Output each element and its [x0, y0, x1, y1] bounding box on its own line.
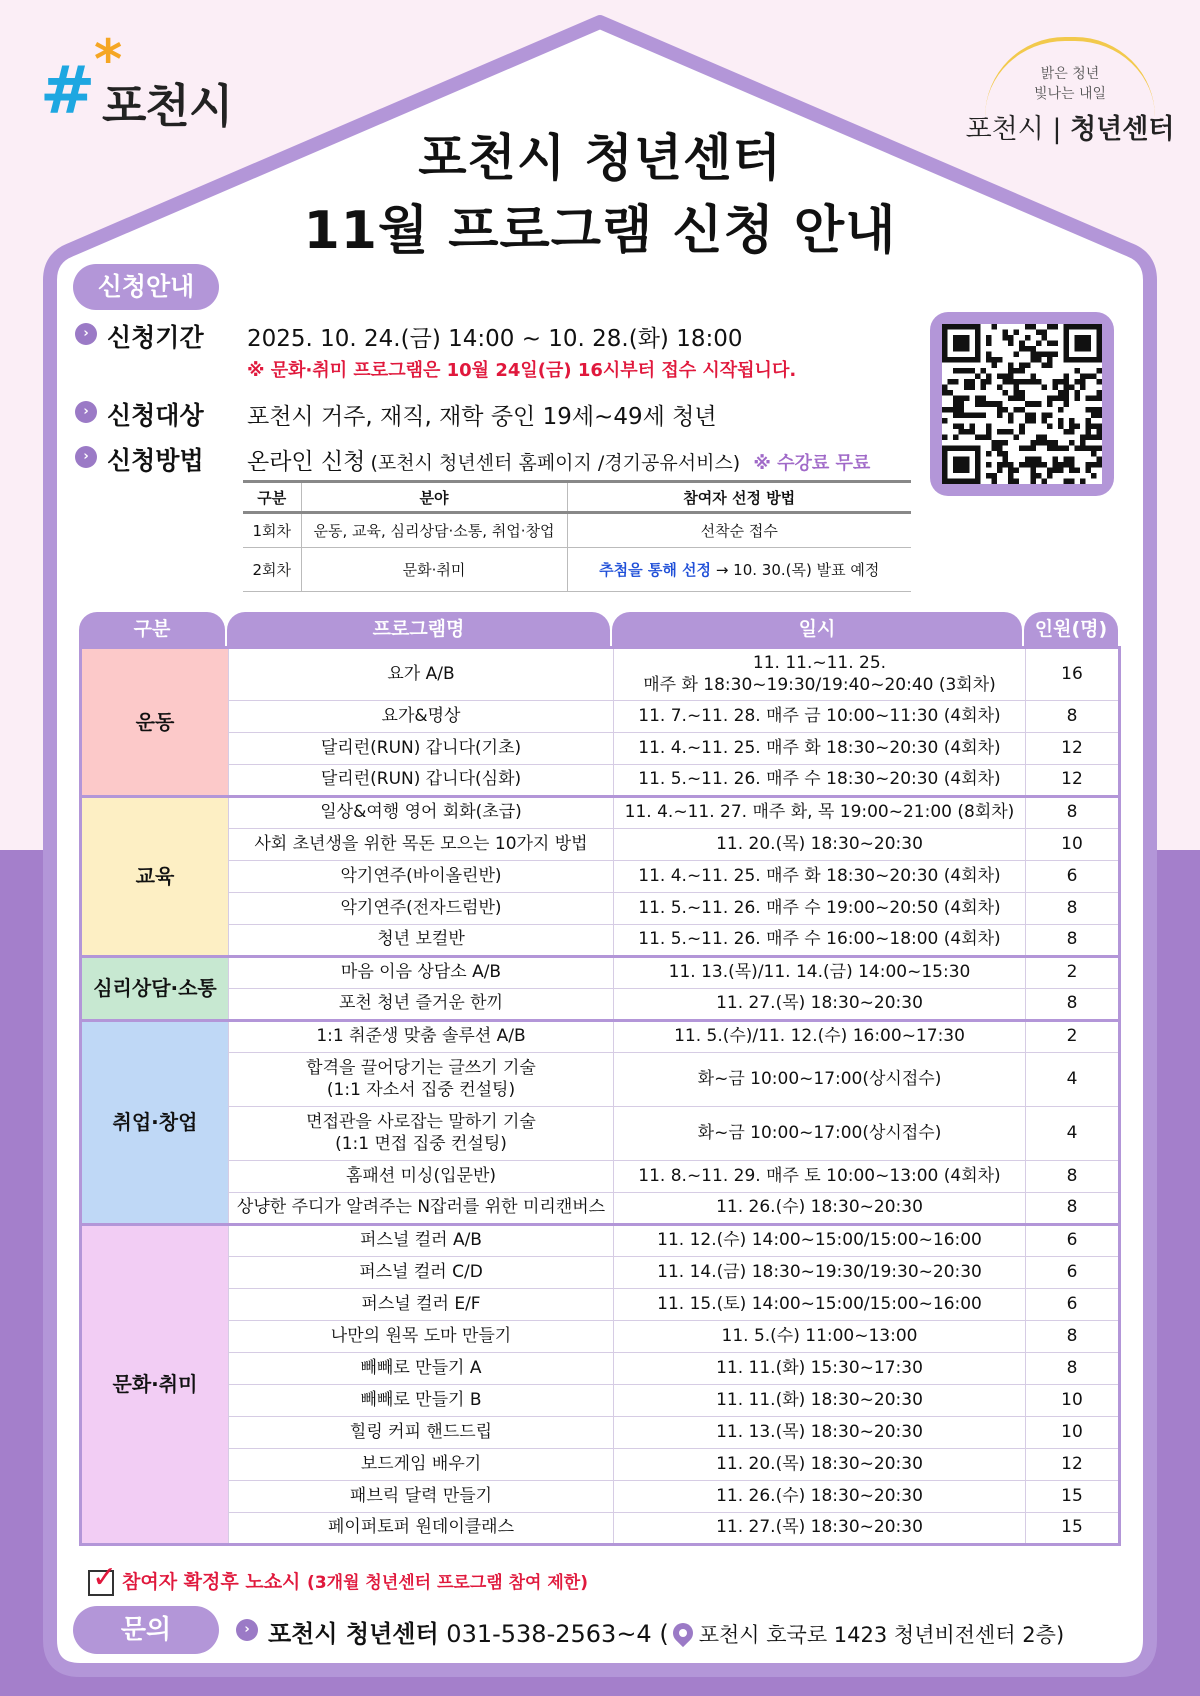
program-name [229, 1053, 614, 1107]
table-row [81, 648, 1120, 701]
program-date-line: 11. 11.~11. 25. [752, 653, 887, 674]
program-name: 보드게임 배우기 [229, 1449, 614, 1481]
program-date: 11. 5.(수)/11. 12.(수) 16:00~17:30 [614, 1021, 1026, 1053]
selection-cell: 선착순 접수 [567, 513, 911, 548]
table-row [81, 989, 1120, 1021]
program-date: 11. 27.(목) 18:30~20:30 [614, 989, 1026, 1021]
contact-paren: ( [659, 1620, 669, 1648]
program-count: 16 [1026, 648, 1120, 701]
program-name: 퍼스널 컬러 A/B [229, 1225, 614, 1257]
table-row [81, 701, 1120, 733]
table-row [81, 1321, 1120, 1353]
category-culture: 문화·취미 [81, 1225, 229, 1545]
program-name: 악기연주(전자드럼반) [229, 893, 614, 925]
method-value: 온라인 신청 [247, 449, 366, 475]
chevron-right-icon: › [75, 401, 97, 423]
noshow-detail: (3개월 청년센터 프로그램 참여 제한) [307, 1573, 588, 1593]
program-name: 악기연주(바이올린반) [229, 861, 614, 893]
star-icon: * [94, 28, 123, 91]
category-psy: 심리상담·소통 [81, 957, 229, 1021]
program-count: 6 [1026, 1225, 1120, 1257]
program-count: 15 [1026, 1513, 1120, 1545]
program-name: 패브릭 달력 만들기 [229, 1481, 614, 1513]
noshow-notice [88, 1559, 588, 1596]
program-count: 6 [1026, 1289, 1120, 1321]
logo-name-city: 포천시 [965, 114, 1044, 145]
table-row [81, 1193, 1120, 1225]
category-run: 운동 [81, 648, 229, 797]
table-row [81, 1107, 1120, 1161]
category-edu: 교육 [81, 797, 229, 957]
method-note: ※ 수강료 무료 [753, 453, 871, 474]
program-header-name: 프로그램명 [227, 612, 610, 646]
contact-section-label: 문의 [73, 1606, 219, 1654]
program-date: 11. 5.~11. 26. 매주 수 16:00~18:00 (4회차) [614, 925, 1026, 957]
program-name: 포천 청년 즐거운 한끼 [229, 989, 614, 1021]
program-count: 12 [1026, 733, 1120, 765]
program-name: 요가 A/B [229, 648, 614, 701]
period-value: 2025. 10. 24.(금) 14:00 ~ 10. 28.(화) 18:00 [247, 326, 743, 352]
program-date: 11. 13.(목)/11. 14.(금) 14:00~15:30 [614, 957, 1026, 989]
selection-cell: 운동, 교육, 심리상담·소통, 취업·창업 [301, 513, 567, 548]
program-count: 10 [1026, 1417, 1120, 1449]
program-count: 8 [1026, 1353, 1120, 1385]
program-name: 빼빼로 만들기 B [229, 1385, 614, 1417]
program-name: 빼빼로 만들기 A [229, 1353, 614, 1385]
table-row [81, 1513, 1120, 1545]
table-row [81, 733, 1120, 765]
program-count: 10 [1026, 1385, 1120, 1417]
program-date: 11. 27.(목) 18:30~20:30 [614, 1513, 1026, 1545]
chevron-right-icon: › [236, 1619, 258, 1641]
program-count: 2 [1026, 1021, 1120, 1053]
selection-header: 분야 [301, 482, 567, 513]
program-name: 힐링 커피 핸드드립 [229, 1417, 614, 1449]
logo-name-center: 청년센터 [1070, 114, 1175, 145]
logo-tagline-1: 밝은 청년 [1040, 66, 1100, 82]
qr-code-image [942, 324, 1102, 484]
contact-line [268, 1614, 1064, 1649]
apply-section-label: 신청안내 [73, 264, 219, 310]
chevron-right-icon: › [75, 323, 97, 345]
city-logo-text: 포천시 [102, 79, 233, 133]
contact-name: 포천시 청년센터 [268, 1620, 439, 1648]
program-count: 12 [1026, 1449, 1120, 1481]
program-name: 달리런(RUN) 갑니다(기초) [229, 733, 614, 765]
table-row [81, 1021, 1120, 1053]
table-row [81, 861, 1120, 893]
table-row [81, 925, 1120, 957]
table-row [81, 797, 1120, 829]
program-name: 달리런(RUN) 갑니다(심화) [229, 765, 614, 797]
program-name: 상냥한 주디가 알려주는 N잡러를 위한 미리캔버스 [229, 1193, 614, 1225]
program-header-category: 구분 [79, 612, 225, 646]
program-date: 11. 5.(수) 11:00~13:00 [614, 1321, 1026, 1353]
program-date: 11. 14.(금) 18:30~19:30/19:30~20:30 [614, 1257, 1026, 1289]
program-name-line: 면접관을 사로잡는 말하기 기술 [306, 1112, 536, 1133]
program-date: 11. 4.~11. 27. 매주 화, 목 19:00~21:00 (8회차) [614, 797, 1026, 829]
table-row [81, 765, 1120, 797]
program-count: 8 [1026, 1161, 1120, 1193]
program-name-line: (1:1 자소서 집중 컨설팅) [326, 1079, 516, 1100]
program-count: 2 [1026, 957, 1120, 989]
program-count: 6 [1026, 861, 1120, 893]
program-date: 11. 4.~11. 25. 매주 화 18:30~20:30 (4회차) [614, 733, 1026, 765]
noshow-main: 참여자 확정후 노쇼시 [122, 1571, 301, 1593]
program-name-line: (1:1 면접 집중 컨설팅) [335, 1133, 507, 1154]
program-date: 11. 12.(수) 14:00~15:00/15:00~16:00 [614, 1225, 1026, 1257]
program-table [79, 646, 1121, 1546]
lottery-text: 추첨을 통해 선정 [599, 561, 712, 579]
method-label: 신청방법 [107, 446, 204, 475]
table-row [81, 1385, 1120, 1417]
program-count: 12 [1026, 765, 1120, 797]
program-name: 일상&여행 영어 회화(초급) [229, 797, 614, 829]
table-row [81, 1161, 1120, 1193]
program-name: 나만의 원목 도마 만들기 [229, 1321, 614, 1353]
program-count: 8 [1026, 1321, 1120, 1353]
program-name: 퍼스널 컬러 E/F [229, 1289, 614, 1321]
page-title-line1: 포천시 청년센터 [418, 129, 782, 187]
table-row [81, 1257, 1120, 1289]
method-line [247, 443, 870, 476]
period-note: ※ 문화·취미 프로그램은 10월 24일(금) 16시부터 접수 시작됩니다. [247, 360, 797, 381]
program-count: 15 [1026, 1481, 1120, 1513]
program-count: 8 [1026, 1193, 1120, 1225]
checkbox-checked-icon: ✓ [88, 1570, 114, 1596]
hash-icon: # [40, 52, 96, 129]
program-date: 11. 4.~11. 25. 매주 화 18:30~20:30 (4회차) [614, 861, 1026, 893]
program-count: 4 [1026, 1107, 1120, 1161]
contact-phone[interactable]: 031-538-2563~4 [446, 1620, 652, 1648]
table-row [81, 1353, 1120, 1385]
program-date-line: 매주 화 18:30~19:30/19:40~20:40 (3회차) [643, 674, 996, 695]
program-date: 11. 20.(목) 18:30~20:30 [614, 829, 1026, 861]
program-name: 청년 보컬반 [229, 925, 614, 957]
logo-tagline-2: 빛나는 내일 [1033, 86, 1107, 102]
table-row [81, 1417, 1120, 1449]
table-row [81, 1449, 1120, 1481]
program-date: 11. 26.(수) 18:30~20:30 [614, 1481, 1026, 1513]
program-header-count: 인원(명) [1024, 612, 1118, 646]
program-date: 11. 8.~11. 29. 매주 토 10:00~13:00 (4회차) [614, 1161, 1026, 1193]
program-header-date: 일시 [612, 612, 1022, 646]
program-date: 11. 13.(목) 18:30~20:30 [614, 1417, 1026, 1449]
program-name-line: 합격을 끌어당기는 글쓰기 기술 [306, 1058, 536, 1079]
program-name [229, 1107, 614, 1161]
program-count: 6 [1026, 1257, 1120, 1289]
table-row [243, 548, 911, 592]
selection-header: 구분 [243, 482, 301, 513]
program-count: 8 [1026, 797, 1120, 829]
table-row [243, 513, 911, 548]
table-row [81, 1053, 1120, 1107]
selection-method-table [243, 480, 911, 592]
program-date: 11. 5.~11. 26. 매주 수 18:30~20:30 (4회차) [614, 765, 1026, 797]
contact-address: 포천시 호국로 1423 청년비전센터 2층) [698, 1623, 1065, 1647]
table-row [81, 1481, 1120, 1513]
target-label: 신청대상 [107, 401, 204, 430]
program-count: 8 [1026, 893, 1120, 925]
announce-date: → 10. 30.(목) 발표 예정 [715, 561, 880, 579]
program-date: 11. 5.~11. 26. 매주 수 19:00~20:50 (4회차) [614, 893, 1026, 925]
program-date: 화~금 10:00~17:00(상시접수) [614, 1053, 1026, 1107]
program-count: 8 [1026, 701, 1120, 733]
chevron-right-icon: › [75, 446, 97, 468]
method-detail: (포천시 청년센터 홈페이지 /경기공유서비스) [370, 452, 741, 474]
location-pin-icon [669, 1619, 697, 1647]
program-date: 11. 11.(화) 18:30~20:30 [614, 1385, 1026, 1417]
table-row [81, 957, 1120, 989]
selection-cell: 2회차 [243, 548, 301, 592]
qr-code[interactable] [930, 312, 1114, 496]
program-name: 사회 초년생을 위한 목돈 모으는 10가지 방법 [229, 829, 614, 861]
program-name: 요가&명상 [229, 701, 614, 733]
selection-cell: 1회차 [243, 513, 301, 548]
program-count: 8 [1026, 989, 1120, 1021]
program-date: 11. 15.(토) 14:00~15:00/15:00~16:00 [614, 1289, 1026, 1321]
selection-cell [567, 548, 911, 592]
program-count: 8 [1026, 925, 1120, 957]
program-date: 11. 11.(화) 15:30~17:30 [614, 1353, 1026, 1385]
program-date: 11. 7.~11. 28. 매주 금 10:00~11:30 (4회차) [614, 701, 1026, 733]
selection-cell: 문화·취미 [301, 548, 567, 592]
page-title-line2: 11월 프로그램 신청 안내 [303, 201, 897, 261]
table-row [81, 893, 1120, 925]
program-name: 마음 이음 상담소 A/B [229, 957, 614, 989]
program-name: 퍼스널 컬러 C/D [229, 1257, 614, 1289]
category-job: 취업·창업 [81, 1021, 229, 1225]
program-date: 화~금 10:00~17:00(상시접수) [614, 1107, 1026, 1161]
program-date: 11. 26.(수) 18:30~20:30 [614, 1193, 1026, 1225]
table-row [81, 829, 1120, 861]
program-name: 페이퍼토퍼 원데이클래스 [229, 1513, 614, 1545]
program-count: 10 [1026, 829, 1120, 861]
program-date: 11. 20.(목) 18:30~20:30 [614, 1449, 1026, 1481]
period-label: 신청기간 [107, 323, 204, 352]
program-date [614, 648, 1026, 701]
program-name: 1:1 취준생 맞춤 솔루션 A/B [229, 1021, 614, 1053]
target-value: 포천시 거주, 재직, 재학 중인 19세~49세 청년 [247, 404, 717, 430]
logo-name: 포천시 | 청년센터 [965, 114, 1175, 145]
table-row [81, 1289, 1120, 1321]
program-name: 홈패션 미싱(입문반) [229, 1161, 614, 1193]
table-row [81, 1225, 1120, 1257]
selection-header: 참여자 선정 방법 [567, 482, 911, 513]
program-count: 4 [1026, 1053, 1120, 1107]
